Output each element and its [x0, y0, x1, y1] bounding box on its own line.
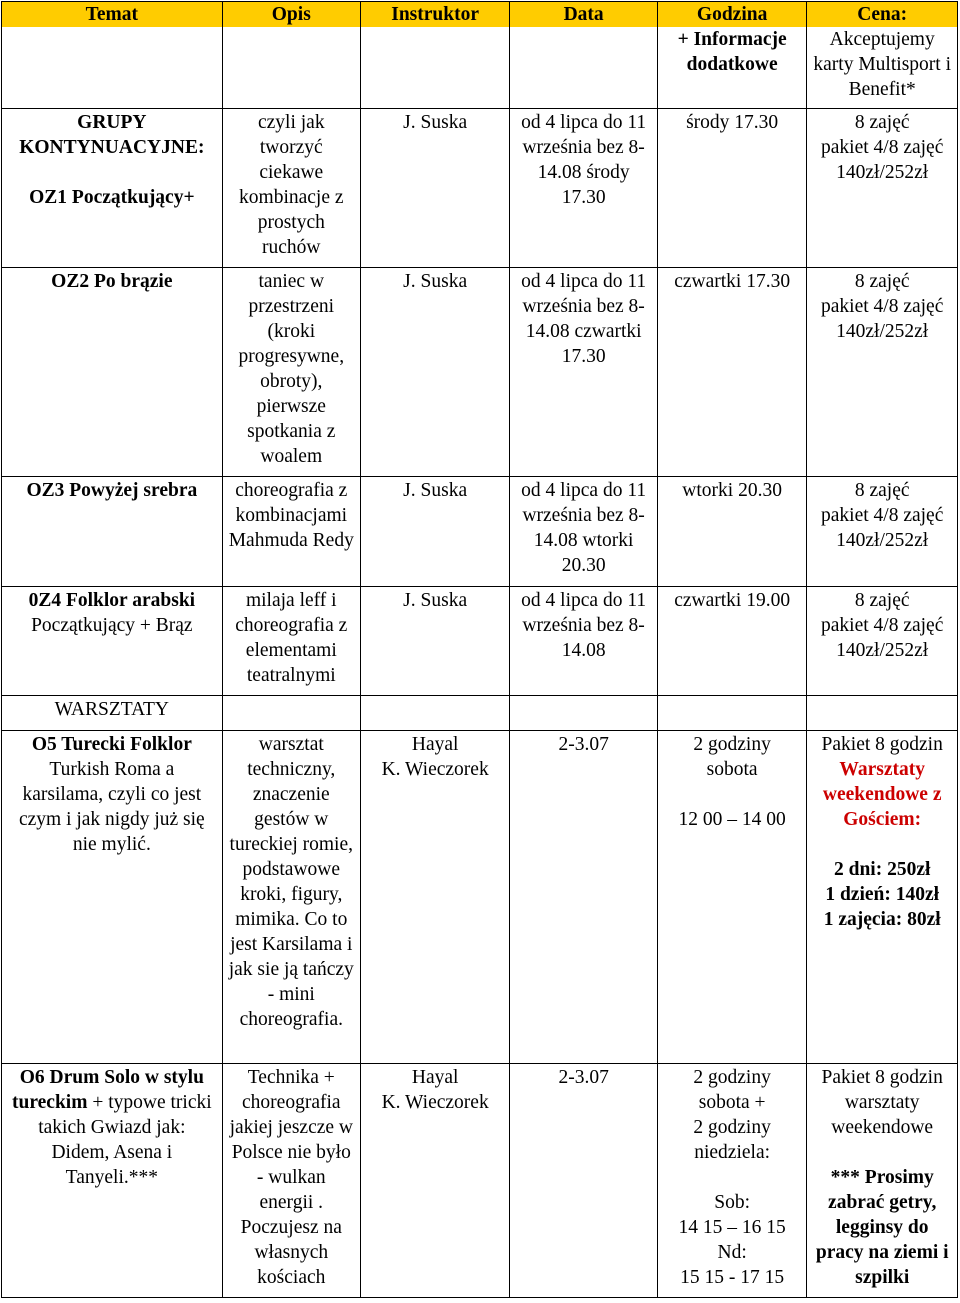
cell-opis: taniec w przestrzeni (kroki progresywne, obroty), pierwsze spotkania z woalem: [222, 268, 360, 477]
table-row: [2, 1064, 958, 1298]
temat-title: O5 Turecki Folklor: [31, 734, 192, 755]
cena-warsztaty: Warsztaty weekendowe z Gościem:: [822, 759, 942, 830]
cena-prices: 2 dni: 250zł 1 dzień: 140zł 1 zajęcia: 80zł: [823, 859, 941, 930]
temat-title: O6 Drum Solo w stylu tureckim: [12, 1067, 204, 1113]
cena-top: Pakiet 8 godzin: [821, 734, 943, 755]
cell-data: 2-3.07: [510, 731, 657, 1064]
section-title: WARSZTATY: [2, 696, 223, 731]
temat-desc: Turkish Roma a karsilama, czyli co jest czym i jak nigdy już się nie mylić.: [18, 759, 205, 855]
cell-instruktor: J. Suska: [360, 268, 510, 477]
cena-top: Pakiet 8 godzin warsztaty weekendowe: [821, 1067, 943, 1138]
cell-godzina: wtorki 20.30: [657, 477, 807, 587]
cell-godzina: 2 godziny sobota + 2 godziny niedziela: Sob: 14 15 – 16 15 Nd: 15 15 - 17 15: [657, 1064, 807, 1298]
cell-temat: OZ2 Po brązie: [2, 268, 223, 477]
cell-data: od 4 lipca do 11 września bez 8-14.08 środy 17.30: [510, 109, 657, 268]
cell-opis: warsztat techniczny, znaczenie gestów w tureckiej romie, podstawowe kroki, figury, mimika. Co to jest Karsilama i jak sie ją tańczy - mini choreografia.: [222, 731, 360, 1064]
header-instruktor: Instruktor: [360, 2, 510, 109]
header-opis: Opis: [222, 2, 360, 109]
cell-opis: Technika + choreografia jakiej jeszcze w Polsce nie było - wulkan energii . Poczujesz na własnych kościach: [222, 1064, 360, 1298]
cell-cena: [807, 731, 958, 1064]
cell-cena: 8 zajęć pakiet 4/8 zajęć 140zł/252zł: [807, 477, 958, 587]
schedule-table: [1, 1, 958, 1298]
section-row: [2, 696, 958, 731]
header-godzina-sub: + Informacje dodatkowe: [677, 29, 787, 75]
cell-temat: [2, 731, 223, 1064]
cell-data: od 4 lipca do 11 września bez 8-14.08: [510, 587, 657, 696]
cell-temat: [2, 1064, 223, 1298]
cell-temat: OZ3 Powyżej srebra: [2, 477, 223, 587]
table-row: [2, 731, 958, 1064]
cell-godzina: 2 godziny sobota 12 00 – 14 00: [657, 731, 807, 1064]
cell-data: od 4 lipca do 11 września bez 8-14.08 wtorki 20.30: [510, 477, 657, 587]
cell-instruktor: J. Suska: [360, 109, 510, 268]
cell-instruktor: Hayal K. Wieczorek: [360, 731, 510, 1064]
table-row: [2, 109, 958, 268]
header-cena: Cena: Akceptujemy karty Multisport i Benefit*: [807, 2, 958, 109]
cell-opis: czyli jak tworzyć ciekawe kombinacje z prostych ruchów: [222, 109, 360, 268]
header-row: [2, 2, 958, 109]
temat-desc: Początkujący + Brąz: [31, 615, 193, 636]
cell-data: od 4 lipca do 11 września bez 8-14.08 czwartki 17.30: [510, 268, 657, 477]
cell-instruktor: J. Suska: [360, 477, 510, 587]
cell-cena: 8 zajęć pakiet 4/8 zajęć 140zł/252zł: [807, 587, 958, 696]
cell-temat: [2, 587, 223, 696]
cell-opis: choreografia z kombinacjami Mahmuda Redy: [222, 477, 360, 587]
header-temat: Temat: [2, 2, 223, 109]
cell-godzina: czwartki 17.30: [657, 268, 807, 477]
table-row: [2, 587, 958, 696]
cell-data: 2-3.07: [510, 1064, 657, 1298]
cell-cena: 8 zajęć pakiet 4/8 zajęć 140zł/252zł: [807, 268, 958, 477]
cena-note: *** Prosimy zabrać getry, legginsy do pracy na ziemi i szpilki: [815, 1167, 949, 1288]
header-godzina: Godzina + Informacje dodatkowe: [657, 2, 807, 109]
cell-godzina: czwartki 19.00: [657, 587, 807, 696]
cell-temat: GRUPY KONTYNUACYJNE: OZ1 Początkujący+: [2, 109, 223, 268]
cell-godzina: środy 17.30: [657, 109, 807, 268]
temat-desc: + typowe tricki takich Gwiazd jak: Didem, Asena i Tanyeli.***: [38, 1092, 212, 1188]
cell-cena: 8 zajęć pakiet 4/8 zajęć 140zł/252zł: [807, 109, 958, 268]
cell-instruktor: Hayal K. Wieczorek: [360, 1064, 510, 1298]
cell-instruktor: J. Suska: [360, 587, 510, 696]
cell-opis: milaja leff i choreografia z elementami teatralnymi: [222, 587, 360, 696]
header-data: Data: [510, 2, 657, 109]
table-row: [2, 477, 958, 587]
table-row: [2, 268, 958, 477]
cell-cena: [807, 1064, 958, 1298]
header-cena-sub: Akceptujemy karty Multisport i Benefit*: [813, 29, 951, 100]
temat-title: 0Z4 Folklor arabski: [28, 590, 196, 611]
